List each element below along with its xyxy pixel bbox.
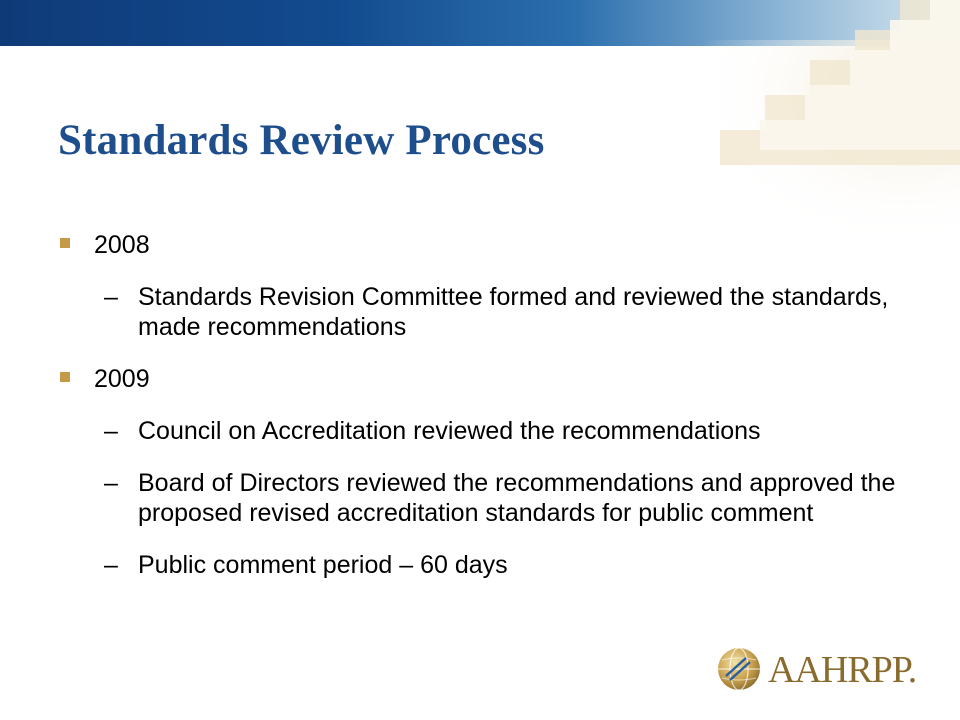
square-bullet-icon [60,238,70,248]
dash-bullet: – [104,551,118,579]
bullet-text: 2009 [94,365,150,393]
aahrpp-logo [716,646,926,696]
square-bullet-icon [60,372,70,382]
bullet-text: 2008 [94,231,150,259]
sub-item-revision-committee [60,282,920,342]
logo-wordmark: AAHRPP. [768,649,917,691]
sub-item-board-review [60,468,920,528]
sub-item-text: Council on Accreditation reviewed the recommendations [138,417,761,445]
bullet-item-2008 [60,230,920,260]
dash-bullet: – [104,469,118,497]
sub-item-text: Standards Revision Committee formed and reviewed the standards, made recommendations [138,283,889,341]
sub-item-public-comment [60,550,920,580]
globe-icon [716,646,762,692]
dash-bullet: – [104,417,118,445]
dash-bullet: – [104,283,118,311]
slide-title: Standards Review Process [58,117,545,164]
sub-item-text: Public comment period – 60 days [138,551,508,579]
bullet-item-2009 [60,364,920,394]
sub-item-text: Board of Directors reviewed the recommendations and approved the proposed revised accreditation standards for public comment [138,469,896,527]
sub-item-council-review [60,416,920,446]
bullet-list [60,230,920,602]
